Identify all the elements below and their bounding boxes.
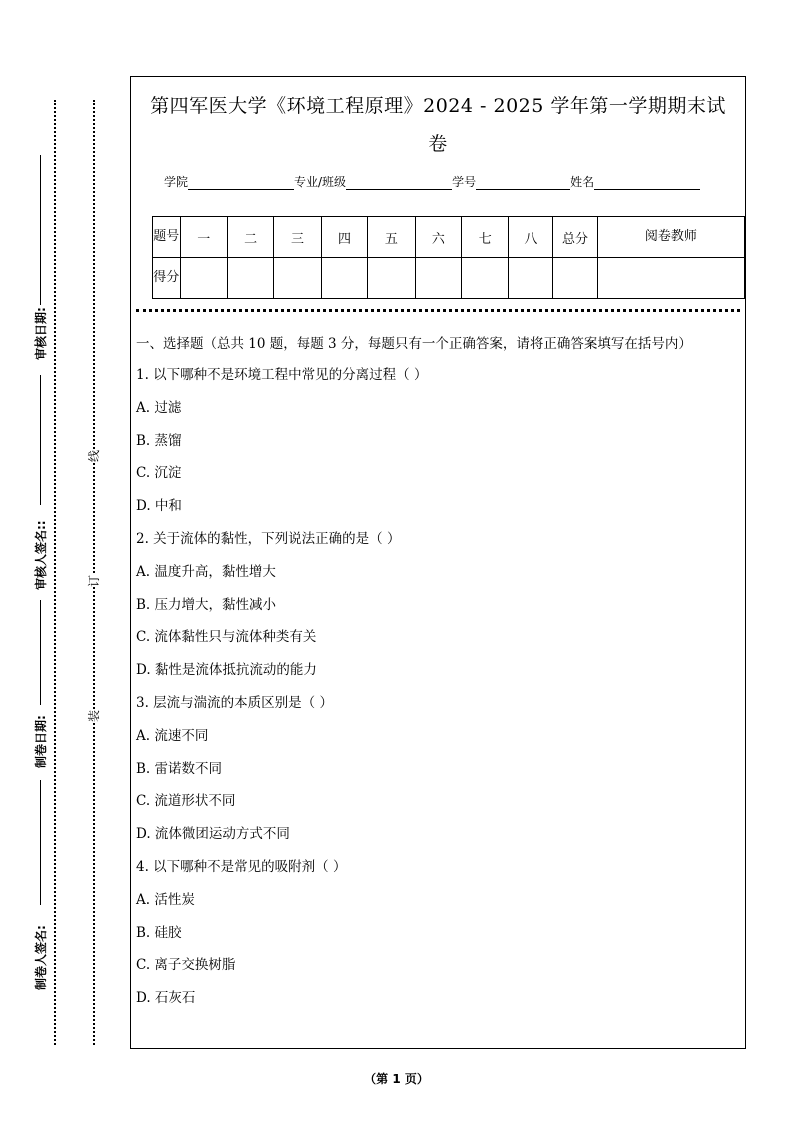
option-line: C. 流道形状不同: [136, 793, 236, 810]
score-table: [152, 216, 745, 299]
student-id-label: 学号: [452, 175, 477, 189]
reviewer-sign-line: [40, 375, 41, 505]
question-line: 4. 以下哪种不是常见的吸附剂（ ）: [136, 858, 347, 875]
cut-char-pack: 装: [87, 709, 102, 723]
college-label: 学院: [164, 175, 189, 189]
score-col-1: 一: [180, 217, 227, 258]
cut-char-line: 线: [87, 449, 102, 463]
option-line: D. 黏性是流体抵抗流动的能力: [136, 662, 317, 679]
exam-frame: [130, 76, 746, 1049]
question-line: 2. 关于流体的黏性，下列说法正确的是（ ）: [136, 530, 401, 547]
student-id-field[interactable]: [476, 177, 570, 190]
score-cell[interactable]: [227, 258, 273, 299]
reviewer-date-line: [40, 155, 41, 305]
option-line: D. 中和: [136, 498, 182, 515]
exam-title-line1: 第四军医大学《环境工程原理》2024 - 2025 学年第一学期期末试: [150, 95, 726, 117]
score-cell[interactable]: [415, 258, 461, 299]
score-cell[interactable]: [180, 258, 227, 299]
major-field[interactable]: [346, 177, 452, 190]
score-col-3: 三: [274, 217, 321, 258]
score-cell[interactable]: [597, 258, 744, 299]
option-line: D. 石灰石: [136, 990, 196, 1007]
option-line: C. 流体黏性只与流体种类有关: [136, 629, 317, 646]
score-col-6: 六: [415, 217, 461, 258]
option-line: A. 过滤: [136, 399, 182, 416]
score-cell[interactable]: [321, 258, 367, 299]
score-table-header-row: [153, 217, 745, 258]
score-cell[interactable]: [274, 258, 321, 299]
page-number: （第 1 页）: [364, 1072, 429, 1086]
major-label: 专业/班级: [294, 175, 347, 189]
option-line: B. 压力增大，黏性减小: [136, 596, 277, 613]
option-line: B. 雷诺数不同: [136, 760, 223, 777]
option-line: A. 活性炭: [136, 891, 195, 908]
score-col-4: 四: [321, 217, 367, 258]
score-cell[interactable]: [462, 258, 509, 299]
score-cell[interactable]: [553, 258, 598, 299]
maker-sign-label: 制卷人签名:: [34, 925, 48, 990]
option-line: C. 离子交换树脂: [136, 957, 236, 974]
binding-inner-dotted-line: [93, 100, 95, 1045]
score-col-total: 总分: [553, 217, 598, 258]
exam-title-line2: 卷: [428, 133, 448, 155]
name-field[interactable]: [594, 177, 700, 190]
reviewer-sign-label: 审核人签名::: [34, 520, 48, 590]
maker-sign-line: [40, 780, 41, 905]
exam-title: [131, 87, 745, 163]
score-cell[interactable]: [509, 258, 553, 299]
section-heading: 一、选择题（总共 10 题，每题 3 分，每题只有一个正确答案，请将正确答案填写在括号内）: [136, 336, 692, 352]
option-line: D. 流体微团运动方式不同: [136, 826, 290, 843]
maker-date-label: 制卷日期:: [34, 715, 48, 768]
option-line: A. 温度升高，黏性增大: [136, 563, 276, 580]
maker-date-line: [40, 600, 41, 705]
score-cell[interactable]: [368, 258, 415, 299]
score-col-7: 七: [462, 217, 509, 258]
option-line: C. 沉淀: [136, 465, 182, 482]
option-line: A. 流速不同: [136, 727, 209, 744]
question-line: 3. 层流与湍流的本质区别是（ ）: [136, 694, 333, 711]
cut-char-bind: 订: [87, 574, 102, 588]
college-field[interactable]: [188, 177, 294, 190]
score-table-score-row: [153, 258, 745, 299]
score-table-header-label: 题号: [153, 217, 181, 258]
option-line: B. 蒸馏: [136, 432, 182, 449]
option-line: B. 硅胶: [136, 924, 182, 941]
question-line: 1. 以下哪种不是环境工程中常见的分离过程（ ）: [136, 367, 428, 383]
question-section: [136, 333, 736, 1021]
dotted-separator: [136, 309, 740, 312]
name-label: 姓名: [570, 175, 595, 189]
student-info-row: [164, 173, 700, 190]
score-row-label: 得分: [153, 258, 181, 299]
binding-outer-dotted-line: [54, 100, 56, 1045]
reviewer-date-label: 审核日期:: [34, 307, 48, 360]
score-col-grader: 阅卷教师: [597, 217, 744, 258]
score-col-5: 五: [368, 217, 415, 258]
score-col-8: 八: [509, 217, 553, 258]
score-col-2: 二: [227, 217, 273, 258]
